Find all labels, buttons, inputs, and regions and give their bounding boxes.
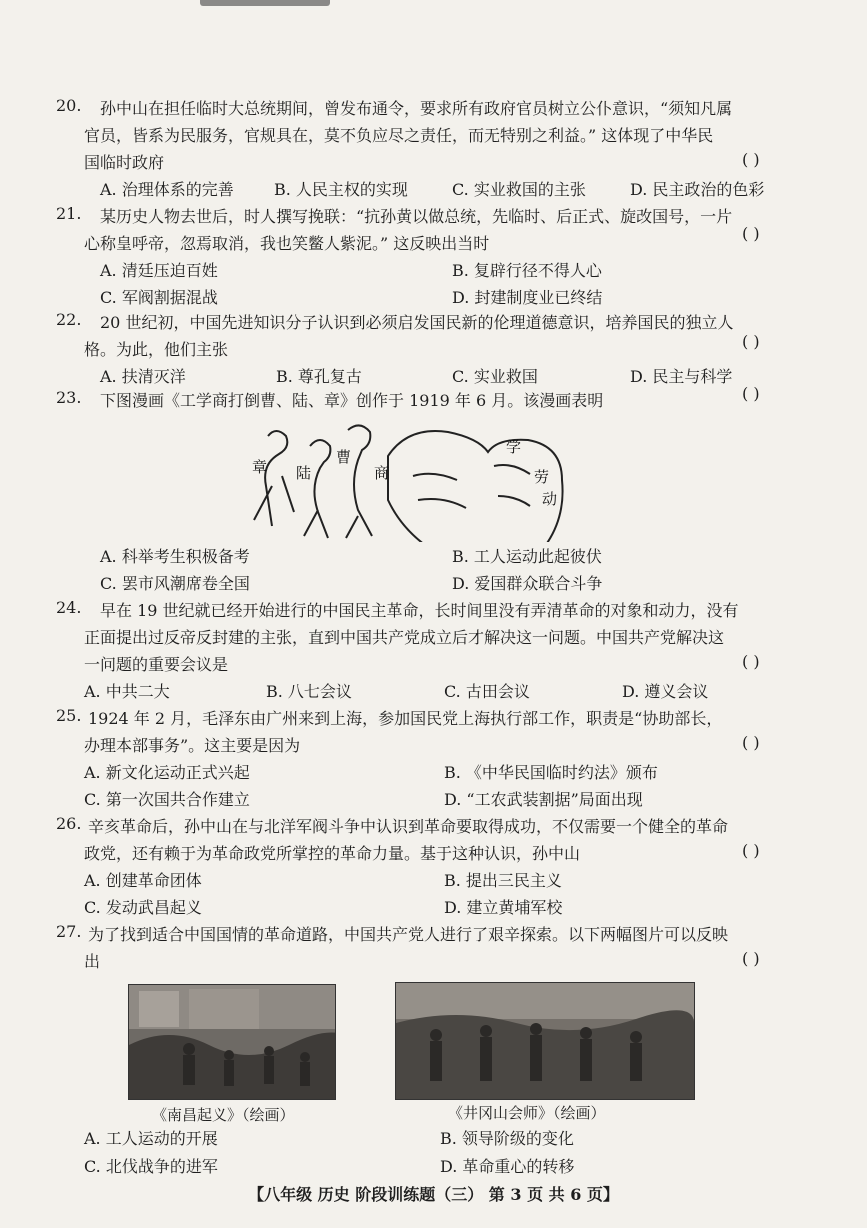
page-footer: 【八年级 历史 阶段训练题（三） 第 3 页 共 6 页】 [248,1185,619,1204]
question-text-line: 官员，皆系为民服务，官规具在，莫不负应尽之责任，而无特别之利益。” 这体现了中华民 [84,126,714,145]
answer-parentheses[interactable]: ( ) [742,733,760,752]
option-b[interactable]: B. 八七会议 [266,682,352,701]
painting-caption-nanchang: 《南昌起义》（绘画） [152,1106,295,1124]
question-number: 24. [56,598,82,617]
question-text-line: 办理本部事务”。这主要是因为 [84,736,301,755]
option-b[interactable]: B. 工人运动此起彼伏 [452,547,602,566]
option-c[interactable]: C. 军阀割据混战 [100,288,218,307]
option-c[interactable]: C. 罢市风潮席卷全国 [100,574,250,593]
cartoon-label: 劳 [534,470,550,486]
question-text-line: 心称皇呼帝，忽焉取消，我也笑鳖人紫泥。” 这反映出当时 [84,234,490,253]
question-text-line: 正面提出过反帝反封建的主张，直到中国共产党成立后才解决这一问题。中国共产党解决这 [84,628,725,647]
answer-parentheses[interactable]: ( ) [742,841,760,860]
cartoon-label: 曹 [336,450,352,466]
answer-parentheses[interactable]: ( ) [742,384,760,403]
option-b[interactable]: B. 领导阶级的变化 [440,1129,574,1148]
option-a[interactable]: A. 科举考生积极备考 [100,547,250,566]
cartoon-label: 学 [506,440,522,456]
option-a[interactable]: A. 治理体系的完善 [100,180,234,199]
answer-parentheses[interactable]: ( ) [742,224,760,243]
option-d[interactable]: D. 民主政治的色彩 [630,180,765,199]
option-a[interactable]: A. 创建革命团体 [84,871,202,890]
cartoon-label: 动 [542,492,558,508]
question-text-line: 政党，还有赖于为革命政党所掌控的革命力量。基于这种认识，孙中山 [84,844,581,863]
question-text-line: 早在 19 世纪就已经开始进行的中国民主革命，长时间里没有弄清革命的对象和动力，没有 [100,601,739,620]
question-number: 27. [56,922,82,941]
question-text-line: 某历史人物去世后，时人撰写挽联：“抗孙黄以做总统，先临时、后正式、旋改国号，一片 [100,207,733,226]
answer-parentheses[interactable]: ( ) [742,949,760,968]
option-c[interactable]: C. 北伐战争的进军 [84,1157,218,1176]
question-text-line: 孙中山在担任临时大总统期间，曾发布通令，要求所有政府官员树立公仆意识，“须知凡属 [100,99,733,118]
question-text-line: 一问题的重要会议是 [84,655,229,674]
question-text-line: 20 世纪初，中国先进知识分子认识到必须启发国民新的伦理道德意识，培养国民的独立人 [100,313,734,332]
option-b[interactable]: B. 《中华民国临时约法》颁布 [444,763,658,782]
painting-nanchang-uprising [128,984,336,1100]
answer-parentheses[interactable]: ( ) [742,332,760,351]
option-b[interactable]: B. 人民主权的实现 [274,180,408,199]
question-text-line: 为了找到适合中国国情的革命道路，中国共产党人进行了艰辛探索。以下两幅图片可以反映 [88,925,729,944]
question-number: 23. [56,388,82,407]
top-edge-mark [200,0,330,6]
option-a[interactable]: A. 中共二大 [84,682,170,701]
option-b[interactable]: B. 复辟行径不得人心 [452,261,602,280]
painting-jinggangshan-meeting [395,982,695,1100]
option-d[interactable]: D. 爱国群众联合斗争 [452,574,603,593]
option-c[interactable]: C. 发动武昌起义 [84,898,202,917]
painting-caption-jinggangshan: 《井冈山会师》（绘画） [448,1104,606,1122]
cartoon-label: 商 [374,466,390,482]
question-text-line: 格。为此，他们主张 [84,340,229,359]
question-number: 26. [56,814,82,833]
option-a[interactable]: A. 工人运动的开展 [84,1129,218,1148]
cartoon-label: 章 [252,460,268,476]
option-d[interactable]: D. 民主与科学 [630,367,733,386]
option-c[interactable]: C. 实业救国 [452,367,538,386]
question-text-line: 出 [84,952,101,971]
cartoon-illustration [238,416,578,542]
answer-parentheses[interactable]: ( ) [742,652,760,671]
option-d[interactable]: D. “工农武装割据”局面出现 [444,790,643,809]
option-d[interactable]: D. 封建制度业已终结 [452,288,603,307]
option-a[interactable]: A. 清廷压迫百姓 [100,261,218,280]
option-c[interactable]: C. 古田会议 [444,682,530,701]
cartoon-label: 陆 [296,466,312,482]
option-c[interactable]: C. 实业救国的主张 [452,180,586,199]
option-c[interactable]: C. 第一次国共合作建立 [84,790,250,809]
question-number: 22. [56,310,82,329]
option-b[interactable]: B. 尊孔复古 [276,367,362,386]
question-text-line: 国临时政府 [84,153,165,172]
option-a[interactable]: A. 新文化运动正式兴起 [84,763,250,782]
option-b[interactable]: B. 提出三民主义 [444,871,562,890]
option-d[interactable]: D. 建立黄埔军校 [444,898,563,917]
question-number: 25. [56,706,82,725]
question-number: 20. [56,96,82,115]
option-d[interactable]: D. 遵义会议 [622,682,709,701]
option-a[interactable]: A. 扶清灭洋 [100,367,186,386]
question-text-line: 辛亥革命后，孙中山在与北洋军阀斗争中认识到革命要取得成功，不仅需要一个健全的革命 [88,817,729,836]
question-text-line: 下图漫画《工学商打倒曹、陆、章》创作于 1919 年 6 月。该漫画表明 [100,391,604,410]
question-number: 21. [56,204,82,223]
question-text-line: 1924 年 2 月，毛泽东由广州来到上海，参加国民党上海执行部工作，职责是“协助部长， [88,709,723,728]
answer-parentheses[interactable]: ( ) [742,150,760,169]
option-d[interactable]: D. 革命重心的转移 [440,1157,575,1176]
